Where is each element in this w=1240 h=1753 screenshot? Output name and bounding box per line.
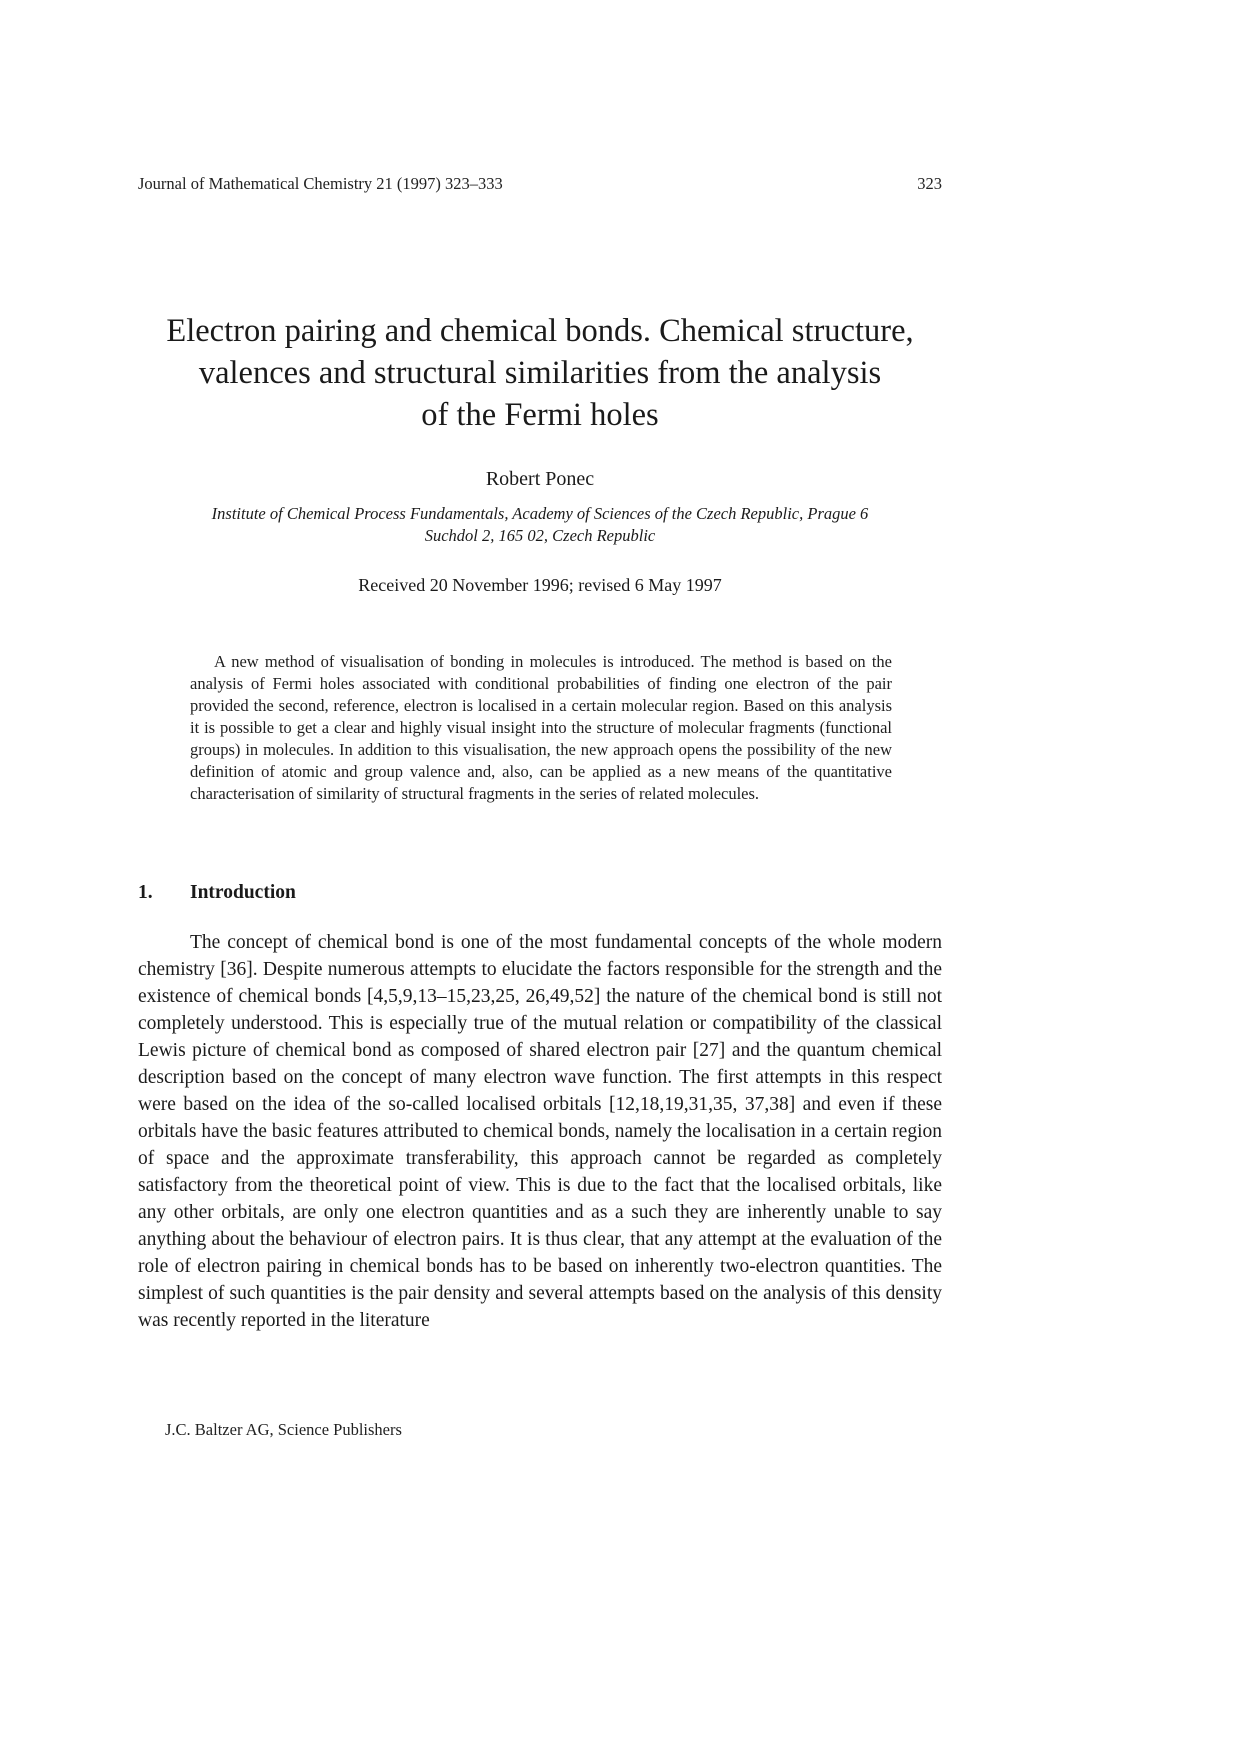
section-number: 1. [138, 882, 153, 903]
affiliation-line: Suchdol 2, 165 02, Czech Republic [424, 526, 656, 545]
publisher-footer: J.C. Baltzer AG, Science Publishers [165, 1420, 402, 1439]
section-title: Introduction [190, 882, 296, 903]
title-line: Electron pairing and chemical bonds. Chemical structure, [166, 313, 914, 349]
author-affiliation [100, 503, 980, 547]
page-number: 323 [917, 174, 942, 193]
title-line: of the Fermi holes [421, 397, 659, 433]
received-dates: Received 20 November 1996; revised 6 May 1997 [358, 575, 722, 595]
title-line: valences and structural similarities from the analysis [198, 355, 882, 391]
running-header [138, 174, 942, 194]
abstract: A new method of visualisation of bonding in molecules is introduced. The method is based on the analysis of Fermi holes associated with conditional probabilities of finding one electron of the pair provided the second, reference, electron is localised in a certain molecular region. Based on this analysis it is possible to get a clear and highly visual insight into the structure of molecular fragments (functional groups) in molecules. In addition to this visualisation, the new approach opens the possibility of the new definition of atomic and group valence and, also, can be applied as a new means of the quantitative characterisation of similarity of structural fragments in the series of related molecules. [190, 652, 892, 803]
section-heading-introduction [138, 880, 738, 906]
journal-citation: Journal of Mathematical Chemistry 21 (1997) 323–333 [138, 174, 503, 193]
paper-title [100, 310, 980, 436]
author-name: Robert Ponec [485, 468, 595, 490]
affiliation-line: Institute of Chemical Process Fundamentals, Academy of Sciences of the Czech Republic, Prague 6 [211, 504, 869, 523]
introduction-paragraph: The concept of chemical bond is one of the most fundamental concepts of the whole modern chemistry [36]. Despite numerous attempts to elucidate the factors responsible for the strength and the existence of chemical bonds [4,5,9,13–15,23,25, 26,49,52] the nature of the chemical bond is still not completely understood. This is especially true of the mutual relation or compatibility of the classical Lewis picture of chemical bond as composed of shared electron pair [27] and the quantum chemical description based on the concept of many electron wave function. The first attempts in this respect were based on the idea of the so-called localised orbitals [12,18,19,31,35, 37,38] and even if these orbitals have the basic features attributed to chemical bonds, namely the localisation in a certain region of space and the approximate transferability, this approach cannot be regarded as completely satisfactory from the theoretical point of view. This is due to the fact that the localised orbitals, like any other orbitals, are only one electron quantities and as a such they are inherently unable to say anything about the behaviour of electron pairs. It is thus clear, that any attempt at the evaluation of the role of electron pairing in chemical bonds has to be based on inherently two-electron quantities. The simplest of such quantities is the pair density and several attempts based on the analysis of this density was recently reported in the literature [138, 932, 942, 1331]
